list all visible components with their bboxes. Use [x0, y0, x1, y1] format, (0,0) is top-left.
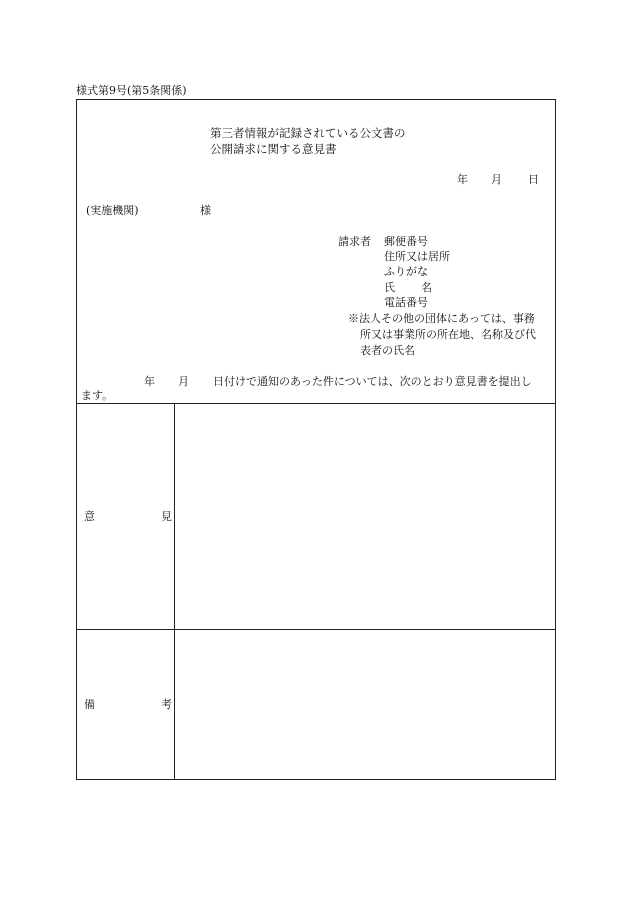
remarks-label-char-1: 備	[84, 698, 95, 711]
requester-note-line-3: 表者の氏名	[360, 344, 415, 357]
addressee-agency-label: (実施機関)	[86, 204, 139, 217]
requester-postal-code-label: 郵便番号	[384, 235, 428, 248]
date-month-label: 月	[491, 173, 502, 186]
opinion-field[interactable]	[175, 404, 555, 628]
opinion-label-char-1: 意	[84, 510, 95, 523]
date-year-label: 年	[457, 173, 468, 186]
date-day-label: 日	[528, 173, 539, 186]
opinion-label-char-2: 見	[161, 510, 172, 523]
requester-note-line-1: ※法人その他の団体にあっては、事務	[348, 312, 535, 325]
form-title-line-1: 第三者情報が記録されている公文書の	[210, 126, 406, 140]
statement-year-label: 年	[144, 375, 155, 388]
statement-text-line-2: ます。	[81, 389, 114, 402]
addressee-honorific: 様	[200, 204, 211, 217]
requester-furigana-label: ふりがな	[384, 265, 428, 278]
statement-month-label: 月	[178, 375, 189, 388]
form-title-line-2: 公開請求に関する意見書	[210, 142, 337, 156]
requester-address-label: 住所又は居所	[384, 250, 450, 263]
remarks-label-char-2: 考	[161, 698, 172, 711]
requester-name-label-char-2: 名	[421, 281, 432, 294]
requester-label: 請求者	[338, 235, 371, 248]
statement-text-line-1: 日付けで通知のあった件については、次のとおり意見書を提出し	[213, 375, 532, 388]
requester-name-label-char-1: 氏	[384, 281, 395, 294]
requester-note-line-2: 所又は事業所の所在地、名称及び代	[360, 328, 536, 341]
requester-phone-label: 電話番号	[384, 296, 428, 309]
form-number-label: 様式第9号(第5条関係)	[76, 84, 187, 97]
remarks-field[interactable]	[175, 630, 555, 779]
